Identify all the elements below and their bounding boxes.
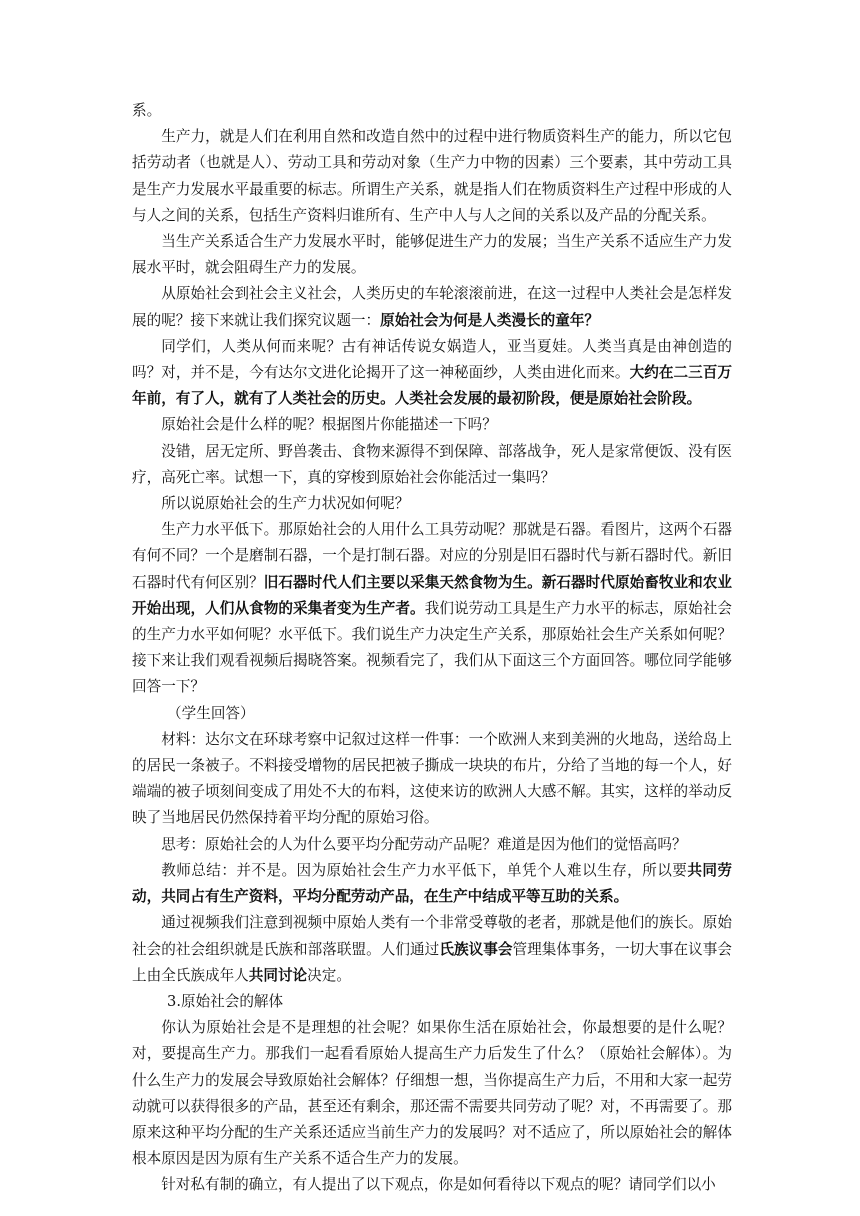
- text-run: 通过视频我们注意到视频中原始人类有一个非常受尊敬的老者，那就是他们的族长。原始社会的社会组织就是氏族和部落联盟。人们通过: [132, 914, 732, 958]
- paragraph: [132, 334, 732, 413]
- text-run: 系。: [132, 102, 162, 119]
- paragraph: [132, 229, 732, 281]
- paragraph: [132, 98, 732, 124]
- paragraph: [132, 491, 732, 517]
- bold-text: 共同劳动，共同占有生产资料，平均分配劳动产品，在生产中结成平等互助的关系。: [132, 861, 732, 906]
- bold-text: 旧石器时代人们主要以采集天然食物为生。新石器时代原始畜牧业和农业开始出现，人们从食物的采集者变为生产者。: [132, 573, 732, 617]
- paragraph: [132, 701, 732, 727]
- text-run: 生产力，就是人们在利用自然和改造自然中的过程中进行物质资料生产的能力，所以它包括劳动者（也就是人）、劳动工具和劳动对象（生产力中物的因素）三个要素，其中劳动工具是生产力发展水平最重要的标志。所谓生产关系，就是指人们在物质资料生产过程中形成的人与人之间的关系，包括生产资料归谁所有、生产中人与人之间的关系以及产品的分配关系。: [132, 128, 732, 224]
- text-run: 思考：原始社会的人为什么要平均分配劳动产品呢？难道是因为他们的觉悟高吗？: [161, 835, 687, 853]
- text-run: 没错，居无定所、野兽袭击、食物来源得不到保障、部落战争，死人是家常便饭、没有医疗，高死亡率。试想一下，真的穿梭到原始社会你能活过一集吗？: [132, 442, 732, 486]
- text-run: 原始社会是什么样的呢？根据图片你能描述一下吗？: [161, 416, 497, 434]
- paragraph: [132, 832, 732, 858]
- text-run: 同学们，人类从何而来呢？古有神话传说女娲造人，亚当夏娃。人类当真是由神创造的吗？对，并不是，今有达尔文进化论揭开了这一神秘面纱，人类由进化而来。: [132, 337, 732, 382]
- text-run: 所以说原始社会的生产力状况如何呢？: [161, 495, 410, 513]
- paragraph: [132, 412, 732, 438]
- bold-text: 氏族议事会: [439, 940, 513, 958]
- paragraph: [132, 727, 732, 832]
- bold-text: 共同讨论: [248, 966, 308, 984]
- text-run: 管理集体事务，一切大事在议事会上由全氏族成年人: [132, 940, 732, 984]
- paragraph: [132, 281, 732, 333]
- bold-text: 大约在二三百万年前，有了人，就有了人类社会的历史。人类社会发展的最初阶段，便是原始社会阶段。: [132, 364, 732, 408]
- bold-text: 原始社会为何是人类漫长的童年？: [380, 311, 600, 329]
- text-run: 生产力水平低下。那原始社会的人用什么工具劳动呢？那就是石器。看图片，这两个石器有何不同？一个是磨制石器，一个是打制石器。对应的分别是旧石器时代与新石器时代。新旧石器时代有何区别？: [132, 521, 732, 591]
- text-run: 教师总结：并不是。因为原始社会生产力水平低下，单凭个人难以生存，所以要: [161, 861, 688, 879]
- text-run: 材料：达尔文在环球考察中记叙过这样一件事：一个欧洲人来到美洲的火地岛，送给岛上的居民一条被子。不料接受增物的居民把被子撕成一块块的布片，分给了当地的每一个人，好端端的被子顷刻间变成了用处不大的布料，这使来访的欧洲人大感不解。其实，这样的举动反映了当地居民仍然保持着平均分配的原始习俗。: [132, 730, 732, 827]
- document-page: [132, 98, 732, 1199]
- text-run: 针对私有制的确立，有人提出了以下观点，你是如何看待以下观点的呢？请同学们以小: [161, 1176, 716, 1194]
- paragraph: [132, 858, 732, 910]
- text-run: 你认为原始社会是不是理想的社会呢？如果你生活在原始社会，你最想要的是什么呢？对，要提高生产力。那我们一起看看原始人提高生产力后发生了什么？（原始社会解体）。为什么生产力的发展会导致原始社会解体？仔细想一想，当你提高生产力后，不用和大家一起劳动就可以获得很多的产品，甚至还有剩余，那还需不需要共同劳动了呢？对，不再需要了。那原来这种平均分配的生产关系还适应当前生产力的发展吗？对不适应了，所以原始社会的解体根本原因是因为原有生产关系不适合生产力的发展。: [132, 1019, 732, 1168]
- text-run: 从原始社会到社会主义社会，人类历史的车轮滚滚前进，在这一过程中人类社会是怎样发展的呢？接下来就让我们探究议题一：: [132, 285, 732, 329]
- text-run: 决定。: [307, 966, 351, 984]
- paragraph: [132, 1172, 732, 1198]
- text-run: 当生产关系适合生产力发展水平时，能够促进生产力的发展；当生产关系不适应生产力发展水平时，就会阻碍生产力的发展。: [132, 233, 732, 277]
- paragraph: [132, 439, 732, 491]
- text-run: 我们说劳动工具是生产力水平的标志，原始社会的生产力水平如何呢？水平低下。我们说生产力决定生产关系，那原始社会生产关系如何呢？接下来让我们观看视频后揭晓答案。视频看完了，我们从下面这三个方面回答。哪位同学能够回答一下？: [132, 599, 732, 696]
- paragraph: [132, 1015, 732, 1172]
- paragraph: [132, 124, 732, 229]
- text-run: （学生回答）: [167, 704, 255, 722]
- paragraph: [132, 517, 732, 700]
- paragraph: [132, 910, 732, 989]
- section-heading: [132, 989, 732, 1015]
- text-run: 3.原始社会的解体: [167, 992, 284, 1010]
